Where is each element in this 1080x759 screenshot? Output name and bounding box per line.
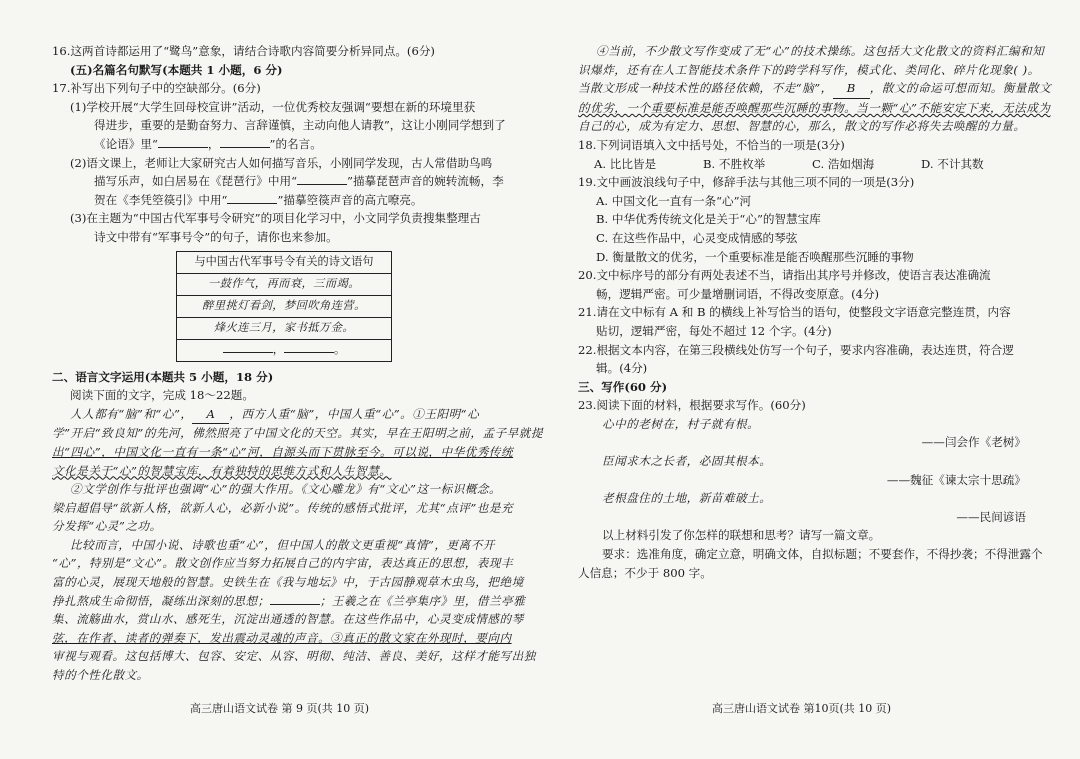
material-1: 心中的老树在，村子就有根。: [602, 416, 760, 431]
q17-part1-line1: (1)学校开展“大学生回母校宣讲”活动，一位优秀校友强调“要想在新的环境里获: [70, 99, 476, 114]
passage-p3-line3: 富的心灵，展现天地般的智慧。史铁生在《我与地坛》中，于古园静观草木虫鸟，把绝境: [52, 575, 524, 590]
question-17: 17.补写出下列句子中的空缺部分。(6分): [52, 81, 261, 96]
passage-p1-line1: 人人都有“脑”和“心”， A ，西方人重“脑”，中国人重“心”。①王阳明“心: [52, 405, 520, 425]
q17-part2-line2: 描写乐声，如白居易在《琵琶行》中用“ ”描摹琵琶声音的婉转流畅，李: [94, 174, 504, 189]
passage-p3-line4: 挣扎熬成生命彻悟，凝练出深刻的思想； ；王羲之在《兰亭集序》里，借兰亭雅: [52, 593, 526, 608]
q17-part2-line1: (2)语文课上，老师让大家研究古人如何描写音乐，小刚同学发现，古人常借助鸟鸣: [70, 155, 493, 170]
passage-p3-line5: 集、流觞曲水，赏山水、感死生，沉淀出通透的智慧。在这些作品中，心灵变成情感的琴: [52, 612, 524, 627]
option-d[interactable]: D. 衡量散文的优劣，一个重要标准是能否唤醒那些沉睡的事物: [596, 249, 914, 264]
passage-p4-line5: 自己的心，成为有定力、思想、智慧的心，那么，散文的写作必将失去唤醒的力量。: [578, 119, 1026, 134]
table-header: 与中国古代军事号令有关的诗文语句: [177, 251, 392, 273]
question-23: 23.阅读下面的材料，根据要求写作。(60分): [578, 398, 806, 413]
answer-blank[interactable]: [158, 135, 208, 148]
passage-p4-line3: 当散文形成一种技术性的路径依赖，不走“脑”， B ，散文的命运可想而知。衡量散文: [578, 79, 1030, 99]
question-21: 21.请在文中标有 A 和 B 的横线上补写恰当的语句，使整段文字语意完整连贯，内容: [578, 305, 1011, 320]
answer-blank[interactable]: [223, 340, 273, 353]
answer-blank[interactable]: [270, 592, 320, 605]
passage-p1-line4: 文化是关于“心”的智慧宝库，有着独特的思维方式和人生智慧。: [52, 463, 392, 478]
passage-p3-line1: 比较而言，中国小说、诗歌也重“心”，但中国人的散文更重视“真情”，更离不开: [70, 537, 495, 552]
question-22: 22.根据文本内容，在第三段横线处仿写一个句子，要求内容准确，表达连贯，符合逻: [578, 342, 1014, 357]
option-b[interactable]: B. 中华优秀传统文化是关于“心”的智慧宝库: [596, 212, 821, 227]
q17-part2-line3: 贺在《李凭箜篌引》中用“ ”描摹箜篌声音的高亢嘹亮。: [94, 192, 423, 207]
passage-p3-line8: 特的个性化散文。: [52, 668, 149, 683]
passage-p1-line3: 出“四心”，中国文化一直有一条“心”河，自源头而下贯脉至今。可以说，中华优秀传统: [52, 444, 514, 459]
q17-part1-line2: 得进步，重要的是勤奋努力、言辞谨慎，主动向他人请教”，这让小刚同学想到了: [94, 118, 506, 133]
blank-A[interactable]: A: [192, 405, 229, 425]
q17-part3-line2: 诗文中带有“军事号令”的句子，请你也来参加。: [94, 229, 338, 244]
section-5-heading: (五)名篇名句默写(本题共 1 小题，6 分): [70, 62, 283, 77]
blank-B[interactable]: B: [833, 79, 870, 99]
table-row-blank: ， 。: [177, 339, 392, 361]
q18-options: [578, 155, 1030, 174]
left-page: [52, 42, 543, 685]
table-row: 一鼓作气，再而衰，三而竭。: [177, 273, 392, 295]
reading-intro: 阅读下面的文字，完成 18～22题。: [70, 388, 254, 403]
answer-blank[interactable]: [220, 135, 270, 148]
answer-blank[interactable]: [284, 340, 334, 353]
material-1-source: ——闫会作《老树》: [921, 435, 1026, 450]
material-3-source: ——民间谚语: [956, 509, 1026, 524]
passage-p2-line3: 分发挥“心灵”之功。: [52, 519, 162, 534]
material-2-source: ——魏征《谏太宗十思疏》: [886, 472, 1026, 487]
question-22-cont: 辑。(4分): [596, 361, 648, 376]
answer-blank[interactable]: [227, 191, 277, 204]
passage-p2-line2: 梁启超倡导“欲新人格，欲新人心，必新小说”。传统的感悟式批评，尤其“点评”也是充: [52, 500, 514, 515]
passage-p4-line2: 识爆炸，还有在人工智能技术条件下的跨学科写作，模式化、类同化、碎片化现象( )。: [578, 62, 1040, 77]
option-a[interactable]: A. 中国文化一直有一条“心”河: [596, 193, 752, 208]
section-3-heading: 三、写作(60 分): [578, 379, 668, 394]
question-21-cont: 贴切，逻辑严密，每处不超过 12 个字。(4分): [596, 323, 832, 338]
option-d[interactable]: D. 不计其数: [921, 156, 984, 171]
option-c[interactable]: C. 在这些作品中，心灵变成情感的琴弦: [596, 230, 798, 245]
passage-p3-line2: “心”，特别是“文心”。散文创作应当努力拓展自己的内宇宙，表达真正的思想，表现丰: [52, 556, 514, 571]
q17-part1-line3: 《论语》里“ ， ”的名言。: [94, 136, 322, 151]
option-b[interactable]: B. 不胜枚举: [703, 156, 766, 171]
answer-blank[interactable]: [297, 172, 347, 185]
passage-p3-line6: 弦，在作者、读者的弹奏下，发出震动灵魂的声音。③真正的散文家在外现时，要向内: [52, 630, 512, 645]
table-row: 醉里挑灯看剑，梦回吹角连营。: [177, 295, 392, 317]
question-20-cont: 畅，逻辑严密。可少量增删词语，不得改变原意。(4分): [596, 286, 880, 301]
writing-prompt: 以上材料引发了你怎样的联想和思考？请写一篇文章。: [602, 528, 881, 543]
material-2: 臣闻求木之长者，必固其根本。: [602, 454, 772, 469]
question-18: 18.下列词语填入文中括号处，不恰当的一项是(3分): [578, 137, 845, 152]
writing-requirements: 要求：选准角度，确定立意，明确文体，自拟标题；不要套作，不得抄袭；不得泄露个: [602, 547, 1043, 562]
question-19: 19.文中画波浪线句子中，修辞手法与其他三项不同的一项是(3分): [578, 175, 915, 190]
section-2-heading: 二、语言文字运用(本题共 5 小题，18 分): [52, 369, 274, 384]
military-command-table: [176, 251, 392, 362]
option-c[interactable]: C. 浩如烟海: [812, 156, 875, 171]
page-footer-left: 高三唐山语文试卷 第 9 页(共 10 页): [190, 702, 370, 715]
page-footer-right: 高三唐山语文试卷 第10页(共 10 页): [712, 702, 892, 715]
passage-p1-line2: 学”开启“致良知”的先河，佛然照亮了中国文化的天空。其实，早在王阳明之前，孟子早就提: [52, 426, 543, 441]
passage-p4-line4: 的优劣，一个重要标准是能否唤醒那些沉睡的事物。当一颗“心”不能安定下来，无法成为: [578, 100, 1051, 115]
q17-part3-line1: (3)在主题为“中国古代军事号令研究”的项目化学习中，小文同学负责搜集整理古: [70, 211, 481, 226]
passage-p2-line1: ②文学创作与批评也强调“心”的强大作用。《文心雕龙》有“文心”这一标识概念。: [70, 482, 502, 497]
question-16: 16.这两首诗都运用了“鹭鸟”意象，请结合诗歌内容简要分析异同点。(6分): [52, 44, 435, 58]
right-page: [578, 42, 1052, 582]
material-3: 老根盘住的土地，新苗难破土。: [602, 491, 772, 506]
writing-requirements-cont: 人信息；不少于 800 字。: [578, 565, 712, 580]
table-row: 烽火连三月，家书抵万金。: [177, 317, 392, 339]
option-a[interactable]: A. 比比皆是: [594, 156, 657, 171]
passage-p3-line7: 审视与观看。这包括博大、包容、安定、从容、明彻、纯洁、善良、美好，这样才能写出独: [52, 649, 536, 664]
passage-p4-line1: ④当前，不少散文写作变成了无“心”的技术操练。这包括大文化散文的资料汇编和知: [596, 44, 1045, 58]
question-20: 20.文中标序号的部分有两处表述不当，请指出其序号并修改，使语言表达准确流: [578, 268, 991, 283]
